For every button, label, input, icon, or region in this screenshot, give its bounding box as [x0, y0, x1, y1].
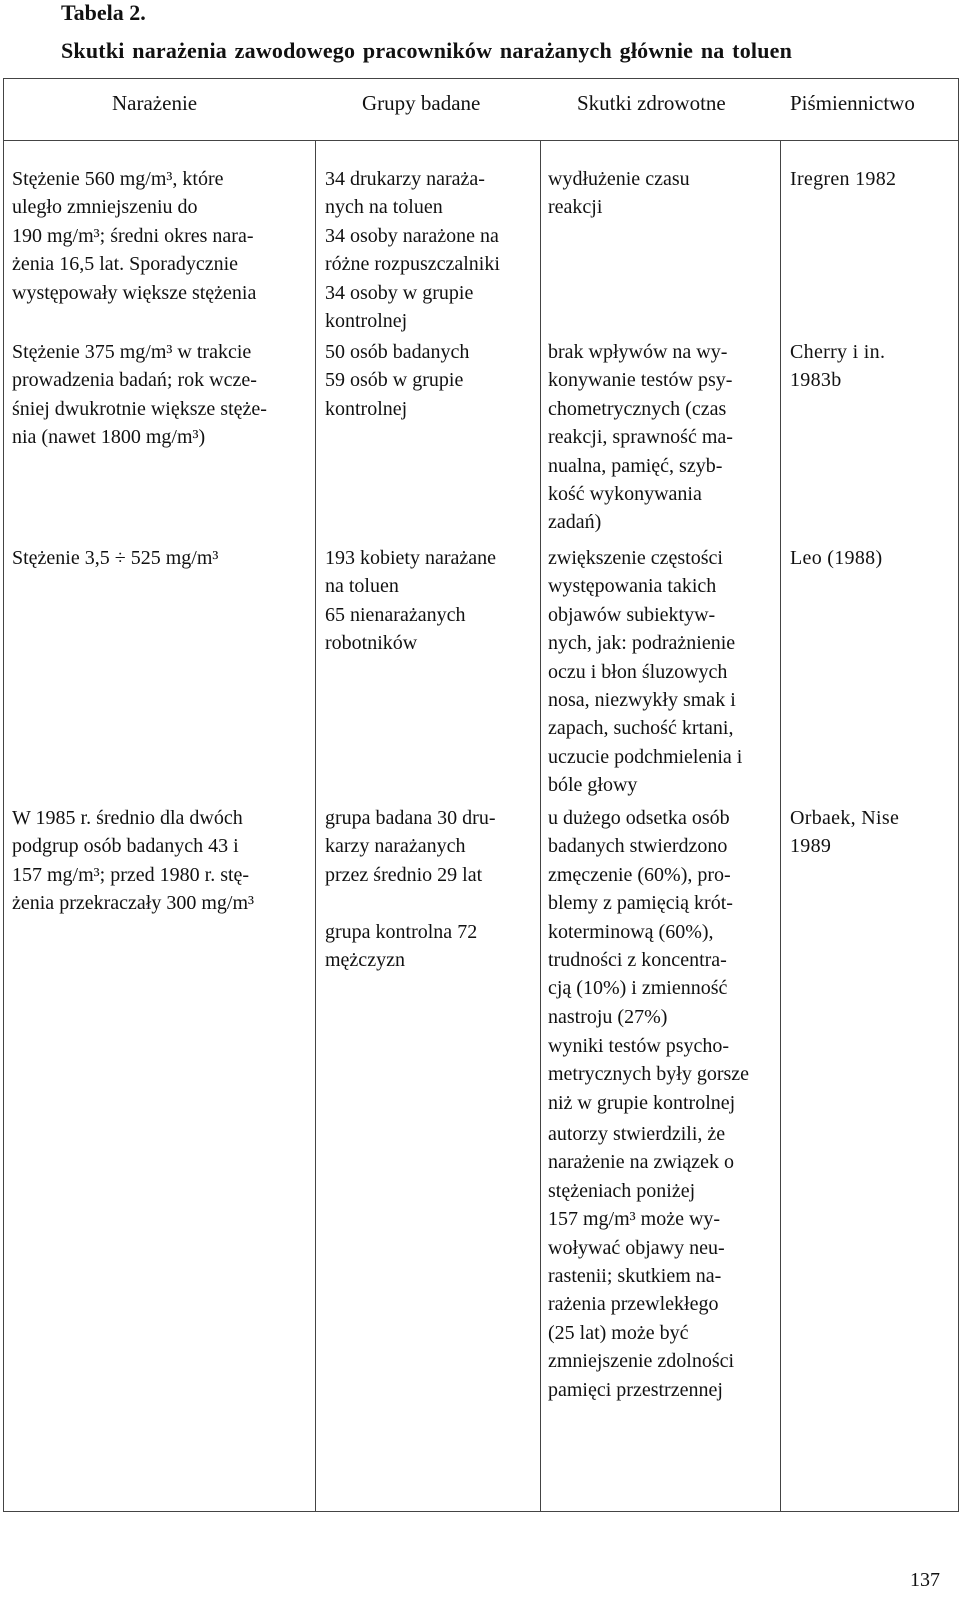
row4-effects-3: autorzy stwierdzili, że narażenie na związek o stężeniach poniżej 157 mg/m³ może wy- woływać objawy neu- rastenii; skutkiem na- rażenia przewlekłego (25 lat) może być zmniejszenie zdolności pamięci przestrzennej	[548, 1123, 735, 1401]
column-divider-2	[540, 140, 541, 1512]
row2-references: Cherry i in. 1983b	[790, 341, 886, 392]
row3-groups: 193 kobiety narażane na toluen 65 nienarażanych robotników	[325, 547, 497, 655]
table-caption: Tabela 2.	[61, 0, 146, 25]
page-number: 137	[910, 1569, 940, 1591]
row3-references: Leo (1988)	[790, 547, 883, 569]
row3-exposure: Stężenie 3,5 ÷ 525 mg/m³	[12, 547, 219, 569]
header-skutki-zdrowotne: Skutki zdrowotne	[577, 91, 726, 115]
row2-effects: brak wpływów na wy- konywanie testów psy- chometrycznych (czas reakcji, sprawność ma- nualna, pamięć, szyb- kość wykonywania zadań)	[548, 341, 733, 534]
row2-exposure: Stężenie 375 mg/m³ w trakcie prowadzenia badań; rok wcze- śniej dwukrotnie większe stęże- nia (nawet 1800 mg/m³)	[12, 341, 267, 449]
header-grupy-badane: Grupy badane	[362, 91, 481, 115]
header-pismiennictwo: Piśmiennictwo	[790, 91, 915, 115]
row4-effects-2: wyniki testów psycho- metrycznych były gorsze niż w grupie kontrolnej	[548, 1035, 750, 1114]
row3-effects: zwiększenie częstości występowania takich objawów subiektyw- nych, jak: podrażnienie oczu i błon śluzowych nosa, niezwykły smak i zapach, suchość krtani, uczucie podchmielenia i bóle głowy	[548, 547, 743, 797]
row4-groups-control: grupa kontrolna 72 mężczyzn	[325, 921, 478, 972]
row2-groups: 50 osób badanych 59 osób w grupie kontrolnej	[325, 341, 470, 420]
row1-references: Iregren 1982	[790, 168, 897, 190]
row4-effects-1: u dużego odsetka osób badanych stwierdzono zmęczenie (60%), pro- blemy z pamięcią krót- koterminową (60%), trudności z koncentra- cją (10%) i zmienność nastroju (27%)	[548, 807, 733, 1028]
column-divider-3	[780, 140, 781, 1512]
column-divider-1	[315, 140, 316, 1512]
row1-groups: 34 drukarzy naraża- nych na toluen 34 osoby narażone na różne rozpuszczalniki 34 osoby w grupie kontrolnej	[325, 168, 500, 333]
row4-groups-studied: grupa badana 30 dru- karzy narażanych przez średnio 29 lat	[325, 807, 496, 886]
table-title: Skutki narażenia zawodowego pracowników narażanych głównie na toluen	[61, 38, 793, 63]
header-divider	[3, 140, 959, 141]
row1-exposure: Stężenie 560 mg/m³, które uległo zmniejszeniu do 190 mg/m³; średni okres nara- żenia 16,5 lat. Sporadycznie występowały większe stężenia	[12, 168, 257, 304]
row4-exposure: W 1985 r. średnio dla dwóch podgrup osób badanych 43 i 157 mg/m³; przed 1980 r. stę- żenia przekraczały 300 mg/m³	[12, 807, 254, 915]
row1-effects: wydłużenie czasu reakcji	[548, 168, 690, 219]
row4-references: Orbaek, Nise 1989	[790, 807, 900, 858]
header-narazenie: Narażenie	[112, 91, 198, 115]
